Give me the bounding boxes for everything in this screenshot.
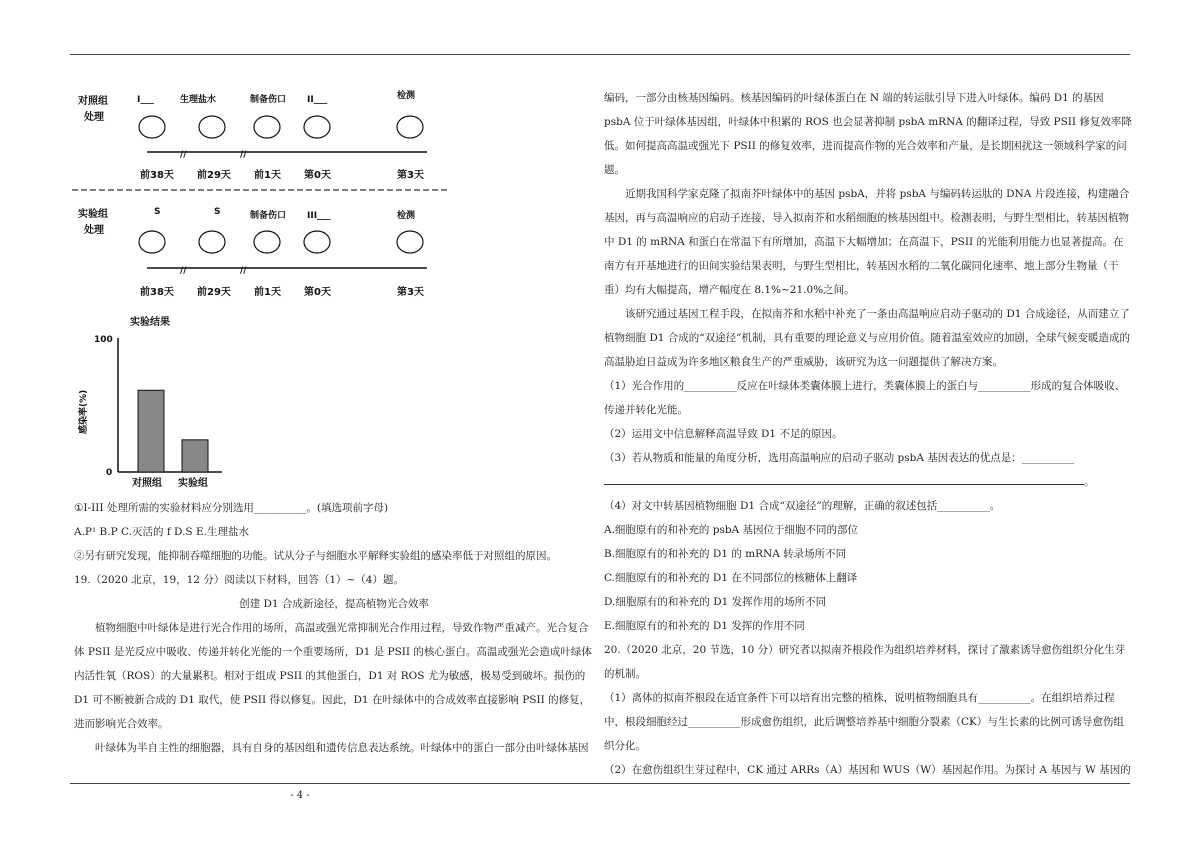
- q20-part-2: （2）在愈伤组织生芽过程中，CK 通过 ARRs（A）基因和 WUS（W）基因起作用。为探讨 A 基因与 W 基因的: [604, 764, 1131, 776]
- question-3: （3）若从物质和能量的角度分析，选用高温响应的启动子驱动 psbA 基因表达的优点是：__________: [604, 452, 1075, 464]
- svg-text://: //: [180, 266, 187, 276]
- question-3-line: 。: [604, 470, 1132, 494]
- chart-title: 实验结果: [130, 317, 170, 328]
- experiment-label-3: 制备伤口: [250, 211, 287, 221]
- q20-heading: 20.（2020 北京，20 节选，10 分）研究者以拟南芥根段作为组织培养材料，探讨了激素诱导愈伤组织分化生芽的机制。: [604, 644, 1126, 680]
- experiment-label-2: S: [214, 207, 221, 217]
- y-tick-100: 100: [94, 335, 113, 345]
- option-d: D.细胞原有的和补充的 D1 发挥作用的场所不同: [604, 596, 827, 608]
- control-group-label: 对照组: [78, 96, 108, 107]
- question-2: （2）运用文中信息解释高温导致 D1 不足的原因。: [604, 428, 843, 440]
- experiment-timeline: [147, 266, 427, 276]
- svg-text:前1天: 前1天: [254, 170, 281, 181]
- bar-control: [138, 390, 164, 472]
- svg-text:前38天: 前38天: [140, 170, 174, 181]
- bar-experiment: [182, 440, 208, 472]
- article-title: 创建 D1 合成新途径，提高植物光合效率: [239, 598, 429, 610]
- paragraph-3: 近期我国科学家克隆了拟南芥叶绿体中的基因 psbA，并将 psbA 与编码转运肽的 DNA 片段连接，构建融合基因，再与高温响应的启动子连接，导入拟南芥和水稻细胞的核基因组中。检测表明，与野生型相比，转基因植物中 D1 的 mRNA 和蛋白在常温下有所增加，高温下大幅增加；在高温下，PSII 的光能利用能力也显著提高。在南方有开基地进行的田间实验结果表明，与野生型相比，转基因水稻的二氧化碳同化速率、地上部分生物量（干重）均有大幅提高，增产幅度在 8.1%~21.0%之间。: [604, 188, 1130, 296]
- paragraph-2-cont: 编码，一部分由核基因编码。核基因编码的叶绿体蛋白在 N 端的转运肽引导下进入叶绿体。编码 D1 的基因 psbA 位于叶绿体基因组，叶绿体中积累的 ROS 也会显著抑制 psbA mRNA 的翻译过程，导致 PSII 修复效率降低。如何提高高温或强光下 PSII 的修复效率，进而提高作物的光合效率和产量，是长期困扰这一领域科学家的问题。: [604, 92, 1132, 176]
- x-label-experiment: 实验组: [178, 478, 208, 489]
- question-4: （4）对文中转基因植物细胞 D1 合成“双途径”的理解，正确的叙述包括__________。: [604, 500, 1001, 512]
- control-label-1: I___: [137, 95, 154, 105]
- top-rule: [70, 54, 1130, 55]
- option-a: A.细胞原有的和补充的 psbA 基因位于细胞不同的部位: [604, 524, 859, 536]
- svg-text:第3天: 第3天: [397, 170, 424, 181]
- svg-text:第3天: 第3天: [397, 287, 424, 298]
- control-label-3: 制备伤口: [250, 95, 287, 105]
- svg-text://: //: [240, 150, 247, 160]
- experiment-figure: [72, 82, 452, 502]
- experiment-label-4: III___: [307, 211, 331, 221]
- right-column: [604, 86, 1132, 782]
- option-e: E.细胞原有的和补充的 D1 发挥的作用不同: [604, 620, 805, 632]
- q1-options: A.P¹ B.P C.灭活的 f D.S E.生理盐水: [74, 526, 249, 538]
- svg-text:第0天: 第0天: [304, 287, 331, 298]
- svg-text:处理: 处理: [84, 225, 104, 236]
- y-tick-0: 0: [106, 468, 113, 478]
- experiment-group-label: 实验组: [78, 209, 108, 220]
- option-c: C.细胞原有的和补充的 D1 在不同部位的核糖体上翻译: [604, 572, 858, 584]
- paragraph-4: 该研究通过基因工程手段，在拟南芥和水稻中补充了一条由高温响应启动子驱动的 D1 合成途径，从而建立了植物细胞 D1 合成的“双途径”机制，具有重要的理论意义与应用价值。随着温室效应的加剧，全球气候变暖造成的高温胁迫日益成为许多地区粮食生产的严重威胁，该研究为这一问题提供了解决方案。: [604, 308, 1131, 368]
- svg-text:前29天: 前29天: [197, 170, 231, 181]
- q20-part-1: （1）离体的拟南芥根段在适宜条件下可以培育出完整的植株，说明植物细胞具有__________。在组织培养过程中，根段细胞经过__________形成愈伤组织，此后调整培养基中细胞分裂素（CK）与生长素的比例可诱导愈伤组织分化。: [604, 692, 1124, 752]
- question-1: （1）光合作用的__________反应在叶绿体类囊体膜上进行，类囊体膜上的蛋白与__________形成的复合体吸收、传递并转化光能。: [604, 380, 1126, 416]
- mouse-icon: [139, 116, 423, 138]
- q1-text: ①I-III 处理所需的实验材料应分别选用__________。(填选项前字母): [74, 502, 389, 514]
- control-time-labels: [140, 168, 424, 181]
- q19-heading: 19.（2020 北京，19，12 分）阅读以下材料，回答（1）~（4）题。: [74, 574, 404, 586]
- svg-text://: //: [180, 150, 187, 160]
- experiment-label-5: 检测: [397, 211, 416, 221]
- experiment-label-1: S: [154, 207, 161, 217]
- svg-text:前29天: 前29天: [197, 287, 231, 298]
- q2-text: ②另有研究发现，能抑制吞噬细胞的功能。试从分子与细胞水平解释实验组的感染率低于对照组的原因。: [74, 550, 557, 562]
- paragraph-1: 植物细胞中叶绿体是进行光合作用的场所，高温或强光常抑制光合作用过程，导致作物严重减产。光合复合体 PSII 是光反应中吸收、传递并转化光能的一个重要场所，D1 是 PSII 的核心蛋白。高温或强光会造成叶绿体内活性氧（ROS）的大量累积。相对于组成 PSII 的其他蛋白，D1 对 ROS 尤为敏感，极易受到破坏。损伤的 D1 可不断被新合成的 D1 取代，使 PSII 得以修复。因此，D1 在叶绿体中的合成效率直接影响 PSII 的修复，进而影响光合效率。: [74, 622, 592, 730]
- svg-text:处理: 处理: [84, 112, 104, 123]
- paragraph-2: 叶绿体为半自主性的细胞器，具有自身的基因组和遗传信息表达系统。叶绿体中的蛋白一部分由叶绿体基因: [95, 742, 589, 754]
- svg-text:前38天: 前38天: [140, 287, 174, 298]
- control-label-5: 检测: [397, 91, 416, 101]
- svg-text:第0天: 第0天: [304, 170, 331, 181]
- bar-chart: [77, 335, 222, 489]
- control-label-2: 生理盐水: [180, 95, 217, 105]
- control-label-4: II___: [307, 95, 328, 105]
- left-column: [74, 496, 594, 760]
- control-timeline: [147, 150, 427, 160]
- x-label-control: 对照组: [132, 478, 162, 489]
- page-number: - 4 -: [290, 790, 310, 801]
- svg-text:前1天: 前1天: [254, 287, 281, 298]
- svg-text://: //: [240, 266, 247, 276]
- bottom-rule: [70, 783, 1130, 784]
- y-axis-label: 感染率(%): [79, 389, 89, 434]
- option-b: B.细胞原有的和补充的 D1 的 mRNA 转录场所不同: [604, 548, 847, 560]
